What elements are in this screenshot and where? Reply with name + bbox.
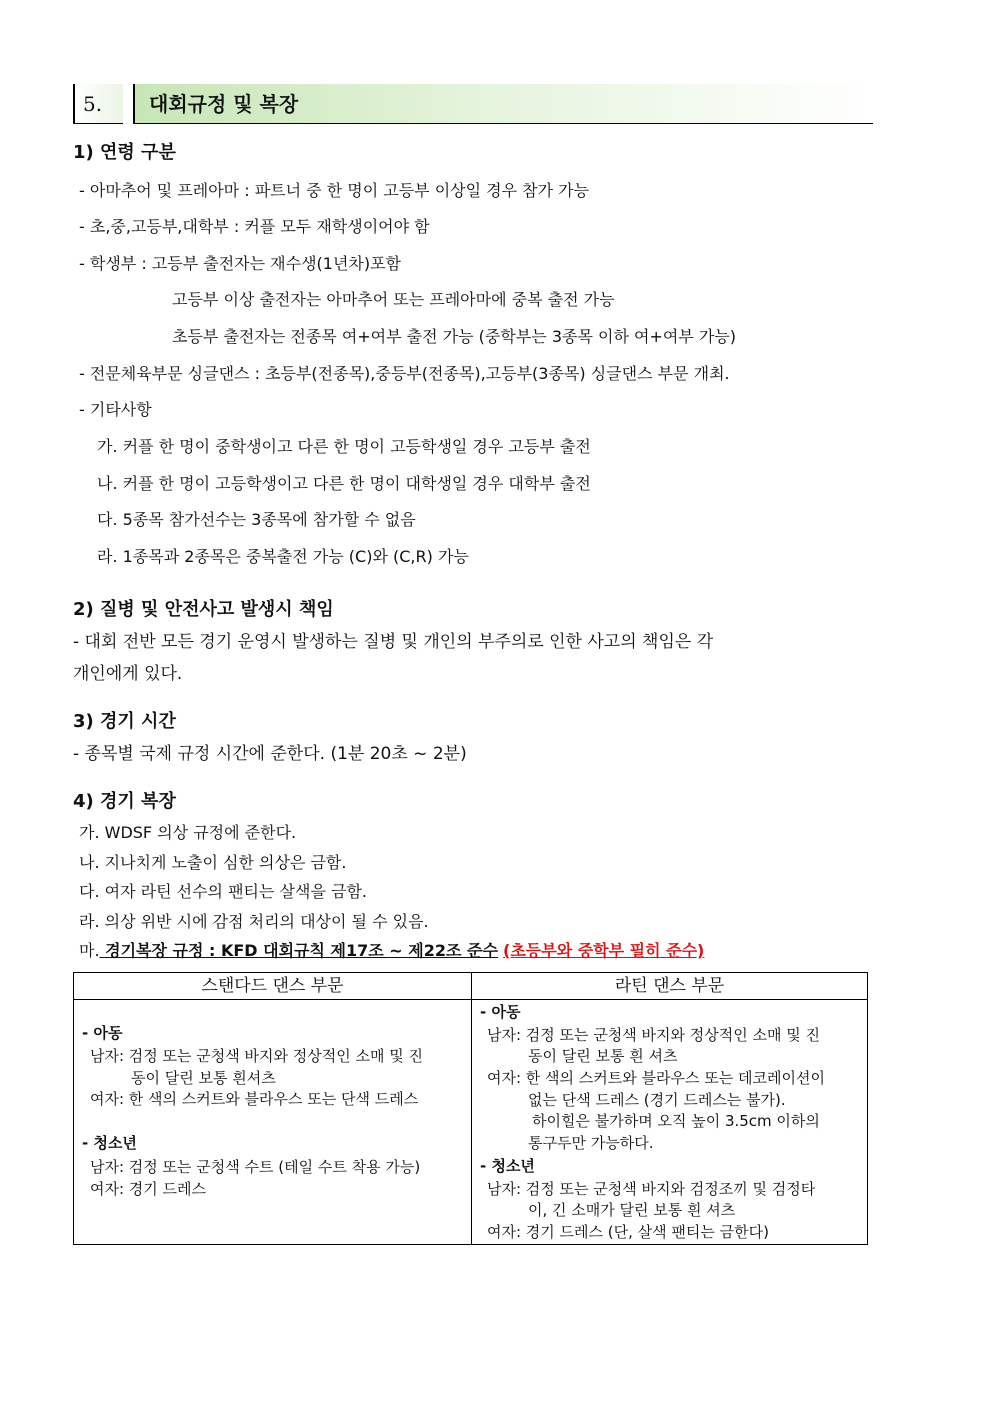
latin-line: 하이힐은 불가하며 오직 높이 3.5cm 이하의 — [532, 1112, 820, 1130]
attire-heading: 4) 경기 복장 — [73, 791, 176, 812]
age-heading: 1) 연령 구분 — [73, 142, 176, 163]
standard-line: 여자: 한 색의 스커트와 블라우스 또는 단색 드레스 — [90, 1090, 419, 1108]
latin-line: - 아동 — [480, 1003, 521, 1021]
attire-line-3: 다. 여자 라틴 선수의 팬티는 살색을 금함. — [79, 882, 367, 901]
table-header-latin: 라틴 댄스 부문 — [472, 973, 867, 1000]
section-number: 5. — [73, 84, 123, 124]
age-line-10: 다. 5종목 참가선수는 3종목에 참가할 수 없음 — [97, 510, 416, 529]
age-line-7: - 기타사항 — [79, 400, 152, 419]
latin-line: - 청소년 — [480, 1157, 535, 1175]
standard-line: - 아동 — [82, 1024, 123, 1042]
latin-line: 동이 달린 보통 흰 셔츠 — [528, 1047, 678, 1065]
time-line: - 종목별 국제 규정 시간에 준한다. (1분 20초 ~ 2분) — [73, 744, 467, 764]
attire-table — [73, 972, 868, 1245]
latin-line: 여자: 경기 드레스 (단, 살색 팬티는 금한다) — [487, 1223, 769, 1241]
standard-line: 여자: 경기 드레스 — [90, 1180, 207, 1198]
attire-line-2: 나. 지나치게 노출이 심한 의상은 금함. — [79, 853, 347, 872]
time-heading: 3) 경기 시간 — [73, 711, 176, 732]
age-line-1: - 아마추어 및 프레아마 : 파트너 중 한 명이 고등부 이상일 경우 참가 가능 — [79, 181, 590, 200]
standard-line: 남자: 검정 또는 군청색 수트 (테일 수트 착용 가능) — [90, 1158, 421, 1176]
section-header — [73, 84, 873, 126]
attire-line-1: 가. WDSF 의상 규정에 준한다. — [79, 823, 297, 842]
age-line-6: - 전문체육부문 싱글댄스 : 초등부(전종목),중등부(전종목),고등부(3종목) 싱글댄스 부문 개최. — [79, 364, 730, 383]
age-line-3: - 학생부 : 고등부 출전자는 재수생(1년차)포함 — [79, 254, 402, 273]
latin-line: 없는 단색 드레스 (경기 드레스는 불가). — [528, 1091, 786, 1109]
age-line-11: 라. 1종목과 2종목은 중복출전 가능 (C)와 (C,R) 가능 — [97, 547, 469, 566]
latin-line: 남자: 검정 또는 군청색 바지와 정상적인 소매 및 진 — [487, 1026, 821, 1044]
section-title: 대회규정 및 복장 — [133, 84, 873, 124]
age-line-5: 초등부 출전자는 전종목 여+여부 출전 가능 (중학부는 3종목 이하 여+여부 가능) — [172, 327, 737, 346]
attire-rule-line — [79, 940, 704, 962]
standard-line: 남자: 검정 또는 군청색 바지와 정상적인 소매 및 진 — [90, 1047, 424, 1065]
illness-heading: 2) 질병 및 안전사고 발생시 책임 — [73, 599, 334, 620]
latin-line: 통구두만 가능하다. — [528, 1134, 654, 1152]
table-divider — [471, 973, 472, 1244]
illness-line-1: - 대회 전반 모든 경기 운영시 발생하는 질병 및 개인의 부주의로 인한 사고의 책임은 각 — [73, 632, 714, 652]
attire-line-4: 라. 의상 위반 시에 감점 처리의 대상이 될 수 있음. — [79, 912, 429, 931]
age-line-4: 고등부 이상 출전자는 아마추어 또는 프레아마에 중복 출전 가능 — [172, 290, 615, 309]
age-line-9: 나. 커플 한 명이 고등학생이고 다른 한 명이 대학생일 경우 대학부 출전 — [97, 474, 591, 493]
age-line-8: 가. 커플 한 명이 중학생이고 다른 한 명이 고등학생일 경우 고등부 출전 — [97, 437, 591, 456]
latin-line: 남자: 검정 또는 군청색 바지와 검정조끼 및 검정타 — [487, 1180, 816, 1198]
attire-rule-text: 경기복장 규정 : KFD 대회규칙 제17조 ~ 제22조 준수 — [99, 941, 498, 960]
latin-line: 이, 긴 소매가 달린 보통 흰 셔츠 — [528, 1201, 736, 1219]
attire-rule-red: (초등부와 중학부 필히 준수) — [503, 941, 705, 960]
standard-line: 동이 달린 보통 흰셔츠 — [131, 1069, 276, 1087]
latin-line: 여자: 한 색의 스커트와 블라우스 또는 데코레이션이 — [487, 1069, 825, 1087]
table-header-standard: 스탠다드 댄스 부문 — [74, 973, 472, 1000]
age-line-2: - 초,중,고등부,대학부 : 커플 모두 재학생이어야 함 — [79, 217, 430, 236]
standard-line: - 청소년 — [82, 1134, 137, 1152]
illness-line-2: 개인에게 있다. — [73, 664, 183, 684]
attire-rule-prefix: 마. — [79, 941, 100, 960]
